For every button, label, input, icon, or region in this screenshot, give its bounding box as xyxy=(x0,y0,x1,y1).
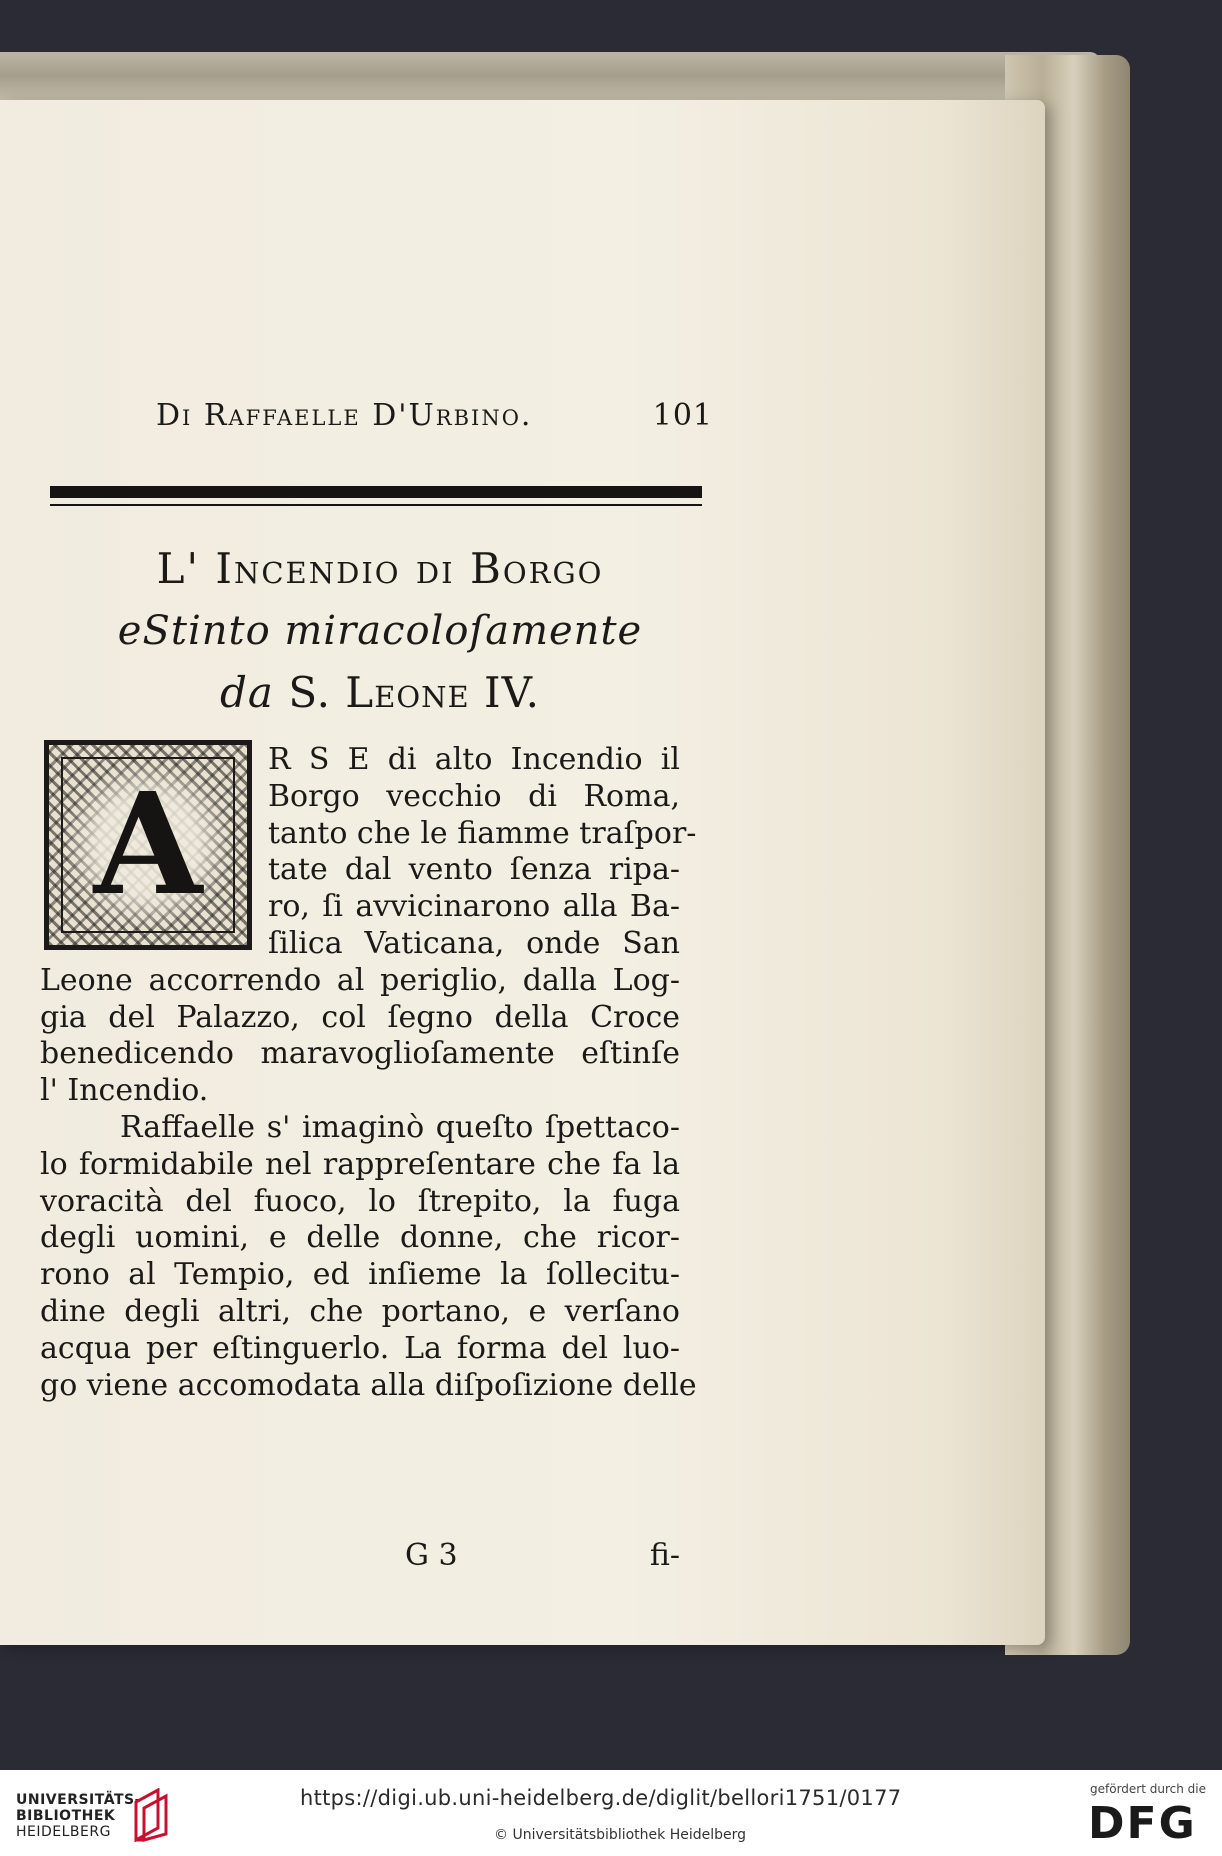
text-line: lo formidabile nel rappreſentare che fa la xyxy=(40,1146,680,1182)
chapter-title xyxy=(40,538,720,724)
text-line: degli uomini, e delle donne, che ricor- xyxy=(40,1220,680,1256)
running-title: Di Raffaelle D'Urbino. xyxy=(156,398,533,433)
library-line-1: UNIVERSITÄTS- xyxy=(16,1792,141,1808)
text-line: Leone accorrendo al periglio, dalla Log- xyxy=(40,962,680,998)
library-logo-text[interactable] xyxy=(16,1792,141,1840)
text-line: l' Incendio. xyxy=(40,1073,209,1109)
text-line: acqua per eſtinguerlo. La forma del luo- xyxy=(40,1330,680,1366)
chapter-title-line-3 xyxy=(40,662,720,724)
text-line: voracità del fuoco, lo ſtrepito, la fuga xyxy=(40,1183,680,1219)
chapter-title-line-1: L' Incendio di Borgo xyxy=(156,544,604,593)
ub-heidelberg-logo-icon xyxy=(132,1788,172,1842)
text-line: benedicendo maravoglioſamente eſtinſe xyxy=(40,1036,680,1072)
running-head xyxy=(118,390,713,440)
text-line: tanto che le fiamme traſpor- xyxy=(268,815,697,851)
text-line: Borgo vecchio di Roma, xyxy=(268,778,680,814)
catchword: fi- xyxy=(649,1538,680,1573)
viewer-footer-banner xyxy=(0,1770,1222,1856)
book-page xyxy=(0,100,1045,1645)
text-line: go viene accomodata alla diſpoſizione delle xyxy=(40,1367,697,1403)
page-number: 101 xyxy=(652,398,713,433)
chapter-title-line-3-roman: S. Leone IV. xyxy=(288,668,540,717)
body-text xyxy=(40,742,697,1404)
text-line: gia del Palazzo, col ſegno della Croce xyxy=(40,999,680,1035)
text-line: ſilica Vaticana, onde San xyxy=(268,925,680,961)
page-footer xyxy=(40,1538,680,1578)
text-line: R S E di alto Incendio il xyxy=(268,742,680,777)
text-line: dine degli altri, che portano, e verſano xyxy=(40,1293,680,1329)
chapter-title-line-2: eStinto miracoloſamente xyxy=(117,608,643,654)
head-rule-thick xyxy=(50,486,702,498)
text-line: tate dal vento ſenza ripa- xyxy=(268,852,680,888)
initial-letter: A xyxy=(93,763,203,927)
signature-mark: G 3 xyxy=(405,1538,458,1573)
text-line: rono al Tempio, ed inſieme la ſollecitu- xyxy=(40,1257,680,1293)
funder-label: gefördert durch die xyxy=(1090,1782,1206,1796)
permalink-url[interactable]: https://digi.ub.uni-heidelberg.de/diglit/bellori1751/0177 xyxy=(300,1786,902,1810)
library-line-3: HEIDELBERG xyxy=(16,1824,111,1840)
text-line: ro, ſi avvicinarono alla Ba- xyxy=(268,889,680,925)
chapter-title-line-3-italic: da xyxy=(220,668,274,717)
text-line: Raffaelle s' imaginò queſto ſpettaco- xyxy=(120,1109,680,1145)
dfg-logo[interactable]: DFG xyxy=(1088,1798,1197,1849)
copyright-notice: © Universitätsbibliothek Heidelberg xyxy=(494,1827,747,1843)
head-rule-thin xyxy=(50,504,702,506)
library-line-2: BIBLIOTHEK xyxy=(16,1808,116,1824)
